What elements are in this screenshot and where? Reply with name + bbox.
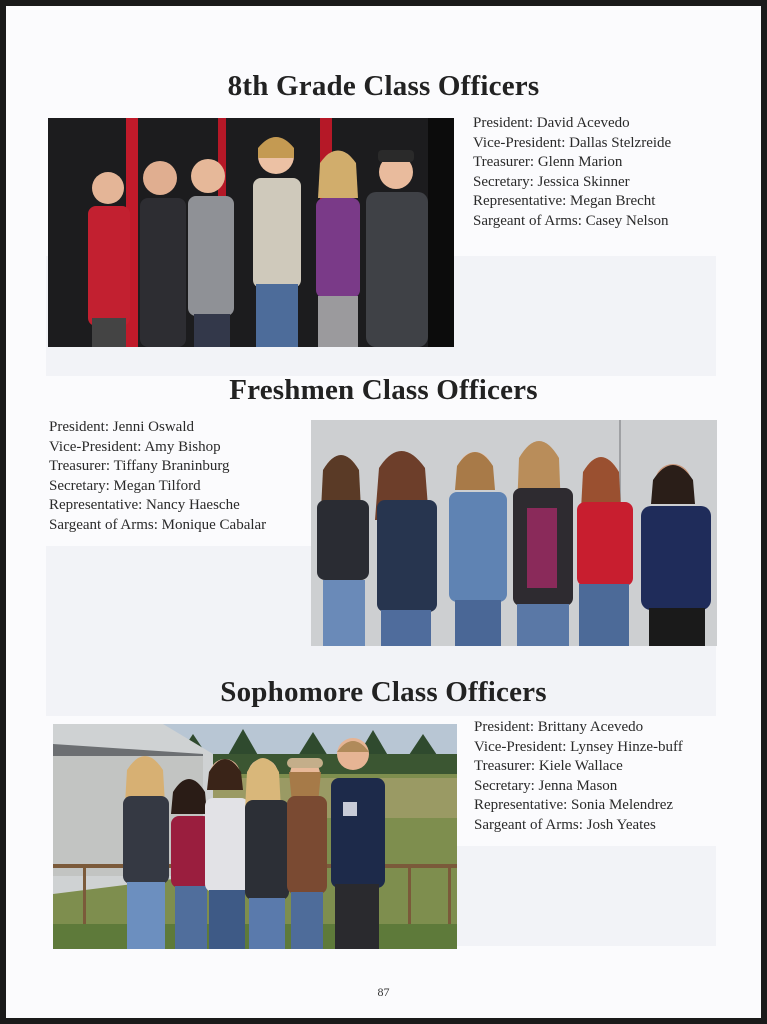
officer-entry: Secretary: Megan Tilford [49,477,201,494]
section-title-sophomore: Sophomore Class Officers [220,676,547,708]
officer-entry: President: Brittany Acevedo [474,719,644,735]
officer-entry: Sargeant of Arms: Casey Nelson [473,212,669,229]
photo-sophomore-officers [53,724,457,949]
officer-entry: Treasurer: Tiffany Braninburg [49,458,230,475]
page-number: 87 [377,985,390,999]
officer-entry: Representative: Sonia Melendrez [474,797,674,814]
officer-entry: Sargeant of Arms: Josh Yeates [474,816,656,833]
officer-entry: Vice-President: Dallas Stelzreide [473,134,672,151]
section-title-freshmen: Freshmen Class Officers [229,374,538,406]
officer-entry: Secretary: Jessica Skinner [473,173,630,190]
officer-list-8th-grade [473,114,671,232]
officer-entry: President: David Acevedo [473,115,630,131]
officer-entry: Vice-President: Lynsey Hinze-buff [474,738,683,755]
yearbook-page [6,6,761,1018]
background-ghost-block [456,846,716,946]
officer-entry: Representative: Nancy Haesche [49,497,240,514]
officer-entry: Representative: Megan Brecht [473,193,656,210]
officer-list-sophomore [474,718,683,836]
officer-list-freshmen [49,418,266,536]
photo-freshmen-officers [311,420,717,646]
photo-8th-grade-officers [48,118,454,347]
officer-entry: Sargeant of Arms: Monique Cabalar [49,516,267,533]
officer-entry: Treasurer: Kiele Wallace [474,758,623,775]
officer-entry: President: Jenni Oswald [49,419,194,435]
officer-entry: Secretary: Jenna Mason [474,777,618,794]
officer-entry: Treasurer: Glenn Marion [473,154,623,171]
officer-entry: Vice-President: Amy Bishop [49,438,221,455]
section-title-8th-grade: 8th Grade Class Officers [227,70,540,102]
